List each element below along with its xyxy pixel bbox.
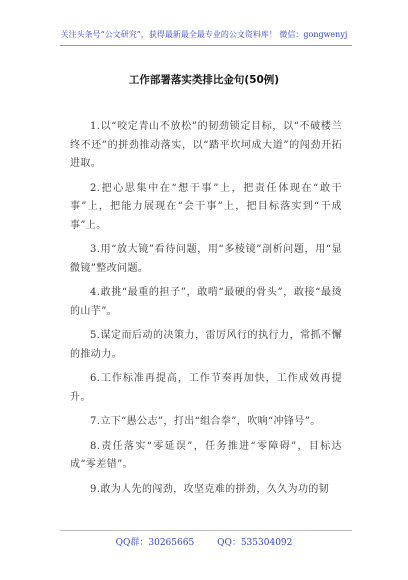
footer-qq-number: QQ：535304092 xyxy=(217,538,293,548)
paragraph-5: 5.谋定而后动的决策力，雷厉风行的执行力，常抓不懈的推动力。 xyxy=(70,330,342,360)
paragraph-4: 4.敢挑“最重的担子”，敢啃“最硬的骨头”，敢接“最烫的山芋”。 xyxy=(70,287,342,317)
paragraph-2: 2.把心思集中在“想干事”上，把责任体现在“敢干事”上，把能力展现在“会干事”上，把目标落实到“干成事”上。 xyxy=(70,182,342,231)
paragraph-3: 3.用“放大镜”看待问题，用“多棱镜”剖析问题，用“显微镜”整改问题。 xyxy=(70,244,342,274)
paragraph-9: 9.敢为人先的闯劲，攻坚克难的拼劲，久久为功的韧 xyxy=(90,483,330,495)
footer xyxy=(0,535,408,548)
footer-divider xyxy=(60,530,352,531)
header-banner: 关注头条号“公文研究”，获得最新最全最专业的公文资料库！ 微信：gongwenyj xyxy=(60,30,348,39)
header-divider xyxy=(60,45,352,46)
paragraph-1: 1.以“咬定青山不放松”的韧劲锁定目标，以“不破楼兰终不还”的拼劲推动落实，以“踏平坎坷成大道”的闯劲开拓进取。 xyxy=(70,121,342,169)
footer-qq-group: QQ群：30265665 xyxy=(115,538,195,548)
paragraph-8: 8.责任落实“零延误”，任务推进“零障碍”，目标达成“零差错”。 xyxy=(70,440,342,470)
paragraph-7: 7.立下“愚公志”，打出“组合拳”，吹响“冲锋号”。 xyxy=(90,416,321,427)
document-title: 工作部署落实类排比金句(50例) xyxy=(128,74,280,86)
paragraph-6: 6.工作标准再提高，工作节奏再加快，工作成效再提升。 xyxy=(70,373,342,403)
document-body xyxy=(70,118,342,505)
